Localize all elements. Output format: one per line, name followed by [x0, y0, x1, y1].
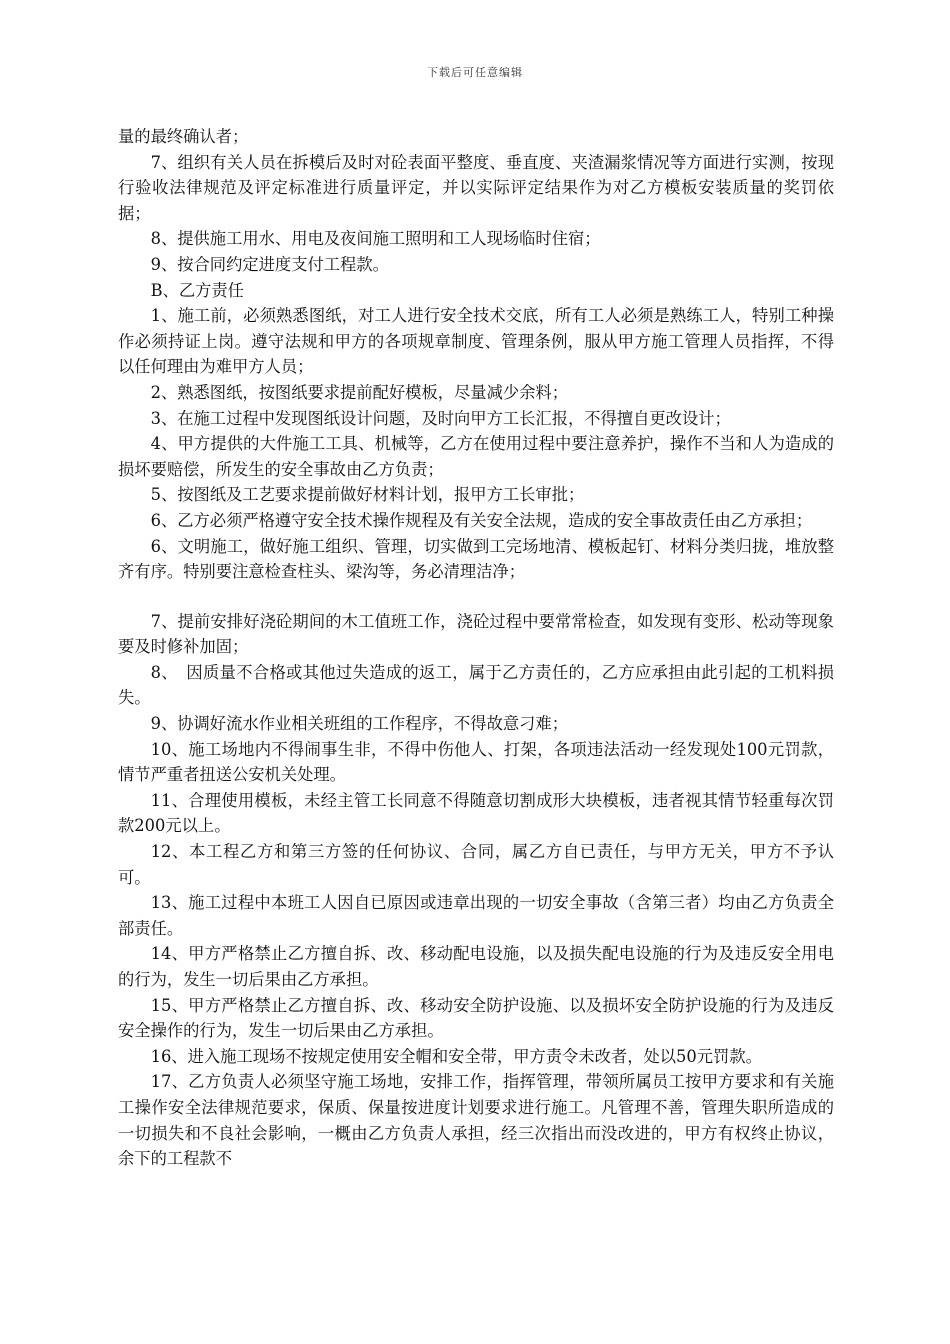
paragraph: 9、按合同约定进度支付工程款。 — [150, 254, 389, 274]
paragraph: 16、进入施工现场不按规定使用安全帽和安全带，甲方责令未改者，处以50元罚款。 — [150, 1046, 762, 1066]
paragraph: 8、 因质量不合格或其他过失造成的返工，属于乙方责任的，乙方应承担由此引起的工机料损失。 — [118, 662, 834, 708]
paragraph: 12、本工程乙方和第三方签的任何协议、合同，属乙方自已责任，与甲方无关，甲方不予认可。 — [118, 842, 834, 887]
paragraph: 15、甲方严格禁止乙方擅自拆、改、移动安全防护设施、以及损坏安全防护设施的行为及违反安全操作的行为，发生一切后果由乙方承担。 — [118, 995, 834, 1041]
paragraph: 2、熟悉图纸，按图纸要求提前配好模板，尽量减少余料； — [150, 382, 568, 402]
paragraph: 7、提前安排好浇砼期间的木工值班工作，浇砼过程中要常常检查，如发现有变形、松动等现象要及时修补加固； — [118, 611, 834, 657]
paragraph: 5、按图纸及工艺要求提前做好材料计划，报甲方工长审批； — [150, 485, 585, 505]
paragraph: 14、甲方严格禁止乙方擅自拆、改、移动配电设施，以及损失配电设施的行为及违反安全用电的行为，发生一切后果由乙方承担。 — [118, 944, 834, 989]
paragraph: 7、组织有关人员在拆模后及时对砼表面平整度、垂直度、夹渣漏浆情况等方面进行实测，按现行验收法律规范及评定标准进行质量评定，并以实际评定结果作为对乙方模板安装质量的奖罚依据； — [118, 152, 834, 223]
paragraph: B、乙方责任 — [150, 280, 244, 300]
paragraph: 6、乙方必须严格遵守安全技术操作规程及有关安全法规，造成的安全事故责任由乙方承担； — [150, 510, 813, 530]
paragraph: 量的最终确认者； — [118, 127, 249, 146]
paragraph: 3、在施工过程中发现图纸设计问题，及时向甲方工长汇报，不得擅自更改设计； — [150, 408, 731, 428]
paragraph-block-a — [118, 124, 834, 585]
blank-line — [118, 585, 834, 609]
paragraph: 13、施工过程中本班工人因自已原因或违章出现的一切安全事故（含第三者）均由乙方负责全部责任。 — [118, 893, 834, 938]
paragraph: 1、施工前，必须熟悉图纸，对工人进行安全技术交底，所有工人必须是熟练工人，特别工种操作必须持证上岗。遵守法规和甲方的各项规章制度、管理条例，服从甲方施工管理人员指挥，不得以任何理由为难甲方人员； — [118, 306, 834, 377]
paragraph: 4、甲方提供的大件施工工具、机械等，乙方在使用过程中要注意养护，操作不当和人为造成的损坏要赔偿，所发生的安全事故由乙方负责； — [118, 434, 834, 479]
page-header: 下载后可任意编辑 — [427, 66, 523, 79]
paragraph-block-b — [118, 609, 834, 1172]
paragraph: 11、合理使用模板，未经主管工长同意不得随意切割成形大块模板，违者视其情节轻重每次罚款200元以上。 — [118, 790, 834, 836]
paragraph: 10、施工场地内不得闹事生非，不得中伤他人、打架，各项违法活动一经发现处100元罚款，情节严重者扭送公安机关处理。 — [118, 739, 834, 785]
paragraph: 8、提供施工用水、用电及夜间施工照明和工人现场临时住宿； — [150, 229, 601, 249]
paragraph: 17、乙方负责人必须坚守施工场地，安排工作，指挥管理，带领所属员工按甲方要求和有关施工操作安全法律规范要求，保质、保量按进度计划要求进行施工。凡管理不善，管理失职所造成的一切损失和不良社会影响，一概由乙方负责人承担，经三次指出而没改进的，甲方有权终止协议，余下的工程款不 — [118, 1072, 834, 1169]
document-body — [118, 124, 834, 1172]
paragraph: 6、文明施工，做好施工组织、管理，切实做到工完场地清、模板起钉、材料分类归拢，堆放整齐有序。特别要注意检查柱头、梁沟等，务必清理洁净； — [118, 536, 834, 582]
paragraph: 9、协调好流水作业相关班组的工作程序，不得故意刁难； — [150, 714, 568, 734]
